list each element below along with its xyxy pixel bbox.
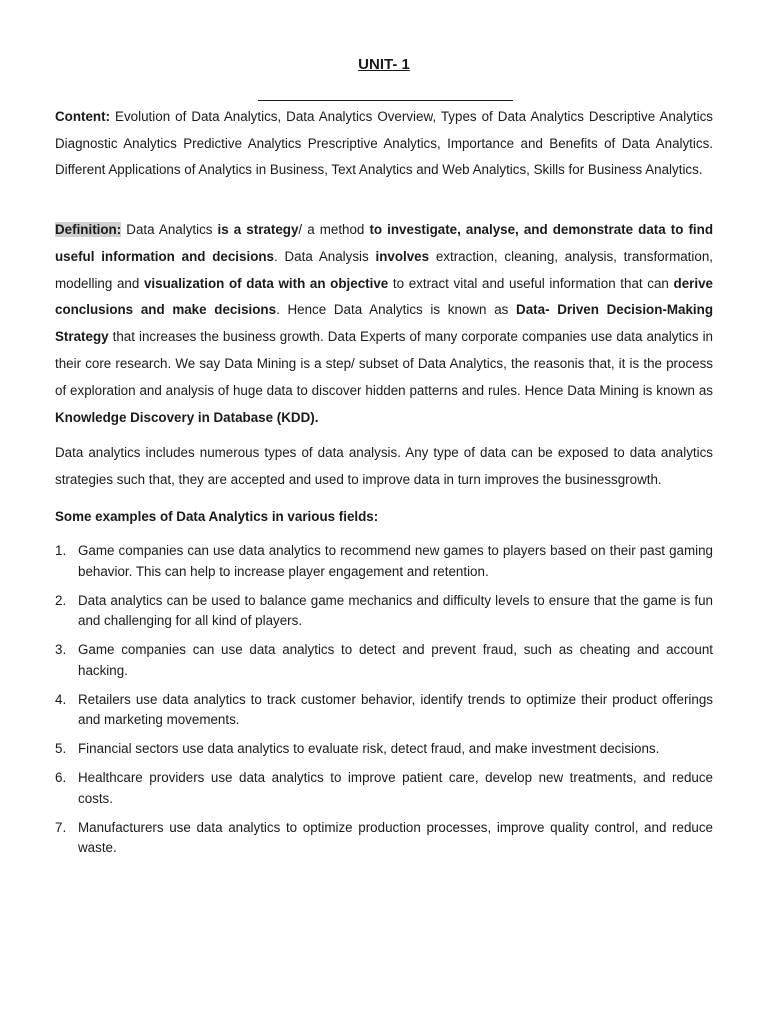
- definition-segment: is a strategy: [217, 222, 299, 237]
- definition-segment: Data- Driven Decision-Making Strategy: [55, 302, 714, 345]
- content-text: Evolution of Data Analytics, Data Analytics Overview, Types of Data Analytics Descriptive Analytics Diagnostic Analytics Predictive Analytics Prescriptive Analytics, Importance and Benefits of Data Analytics. Different Applications of Analytics in Business, Text Analytics and Web Analytics, Skills for Business Analytics.: [55, 109, 713, 177]
- definition-segment: to extract vital and useful information that can: [388, 275, 674, 291]
- list-item-number: 3.: [55, 642, 67, 657]
- list-item-text: Retailers use data analytics to track customer behavior, identify trends to optimize their product offerings and marketing movements.: [78, 691, 713, 727]
- list-item-number: 1.: [55, 543, 67, 558]
- list-item-number: 4.: [55, 691, 67, 707]
- definition-segment: . Hence Data Analytics is known as: [276, 302, 517, 318]
- content-paragraph: [55, 104, 713, 184]
- list-item: [55, 739, 713, 760]
- definition-segment: that increases the business growth. Data Experts of many corporate companies use data analytics in their core research. We say Data Mining is a step/ subset of Data Analytics, the reasonis that, it is the process of exploration and analysis of huge data to discover hidden patterns and rules. Hence Data Mining is known as: [55, 329, 713, 398]
- list-item: [55, 768, 713, 809]
- list-item-number: 6.: [55, 770, 67, 785]
- list-item-text: Financial sectors use data analytics to evaluate risk, detect fraud, and make investment decisions.: [78, 741, 660, 756]
- definition-segment: derive conclusions and make decisions: [55, 275, 713, 318]
- examples-heading: Some examples of Data Analytics in various fields:: [55, 509, 379, 524]
- definition-segment: Knowledge Discovery in Database (KDD).: [55, 409, 319, 425]
- definition-segment: visualization of data with an objective: [143, 275, 389, 291]
- definition-segment: to investigate, analyse, and demonstrate data to find useful information and decisions: [55, 222, 713, 264]
- definition-paragraph: [55, 217, 713, 431]
- definition-segment: . Data Analysis: [274, 248, 376, 264]
- list-item-text: Healthcare providers use data analytics to improve patient care, develop new treatments, and reduce costs.: [78, 770, 713, 806]
- list-item: [55, 640, 713, 681]
- list-item: [55, 690, 713, 731]
- list-item-text: Data analytics can be used to balance game mechanics and difficulty levels to ensure that the game is fun and challenging for all kind of players.: [78, 592, 713, 628]
- list-item-number: 7.: [55, 819, 67, 835]
- examples-list: [55, 541, 713, 867]
- list-item-text: Game companies can use data analytics to detect and prevent fraud, such as cheating and account hacking.: [78, 642, 713, 678]
- list-item-number: 2.: [55, 592, 67, 608]
- list-item-number: 5.: [55, 741, 67, 756]
- definition-label: Definition:: [55, 222, 122, 237]
- list-item: [55, 591, 713, 632]
- definition-segment: / a method: [298, 222, 370, 237]
- list-item: [55, 818, 713, 859]
- list-item-text: Game companies can use data analytics to recommend new games to players based on their past gaming behavior. This can help to increase player engagement and retention.: [78, 543, 713, 579]
- definition-segment: Data Analytics: [121, 222, 218, 237]
- title-underline-rule: [258, 100, 513, 101]
- list-item: [55, 541, 713, 582]
- content-label: Content:: [55, 109, 111, 124]
- list-item-text: Manufacturers use data analytics to optimize production processes, improve quality control, and reduce waste.: [78, 819, 713, 855]
- unit-title: UNIT- 1: [358, 56, 410, 73]
- definition-segment: involves: [375, 248, 430, 264]
- types-paragraph: Data analytics includes numerous types of data analysis. Any type of data can be exposed to data analytics strategies such that, they are accepted and used to improve data in turn improves the businessgrowth.: [55, 445, 713, 487]
- definition-segment: extraction, cleaning, analysis, transformation, modelling and: [55, 248, 713, 291]
